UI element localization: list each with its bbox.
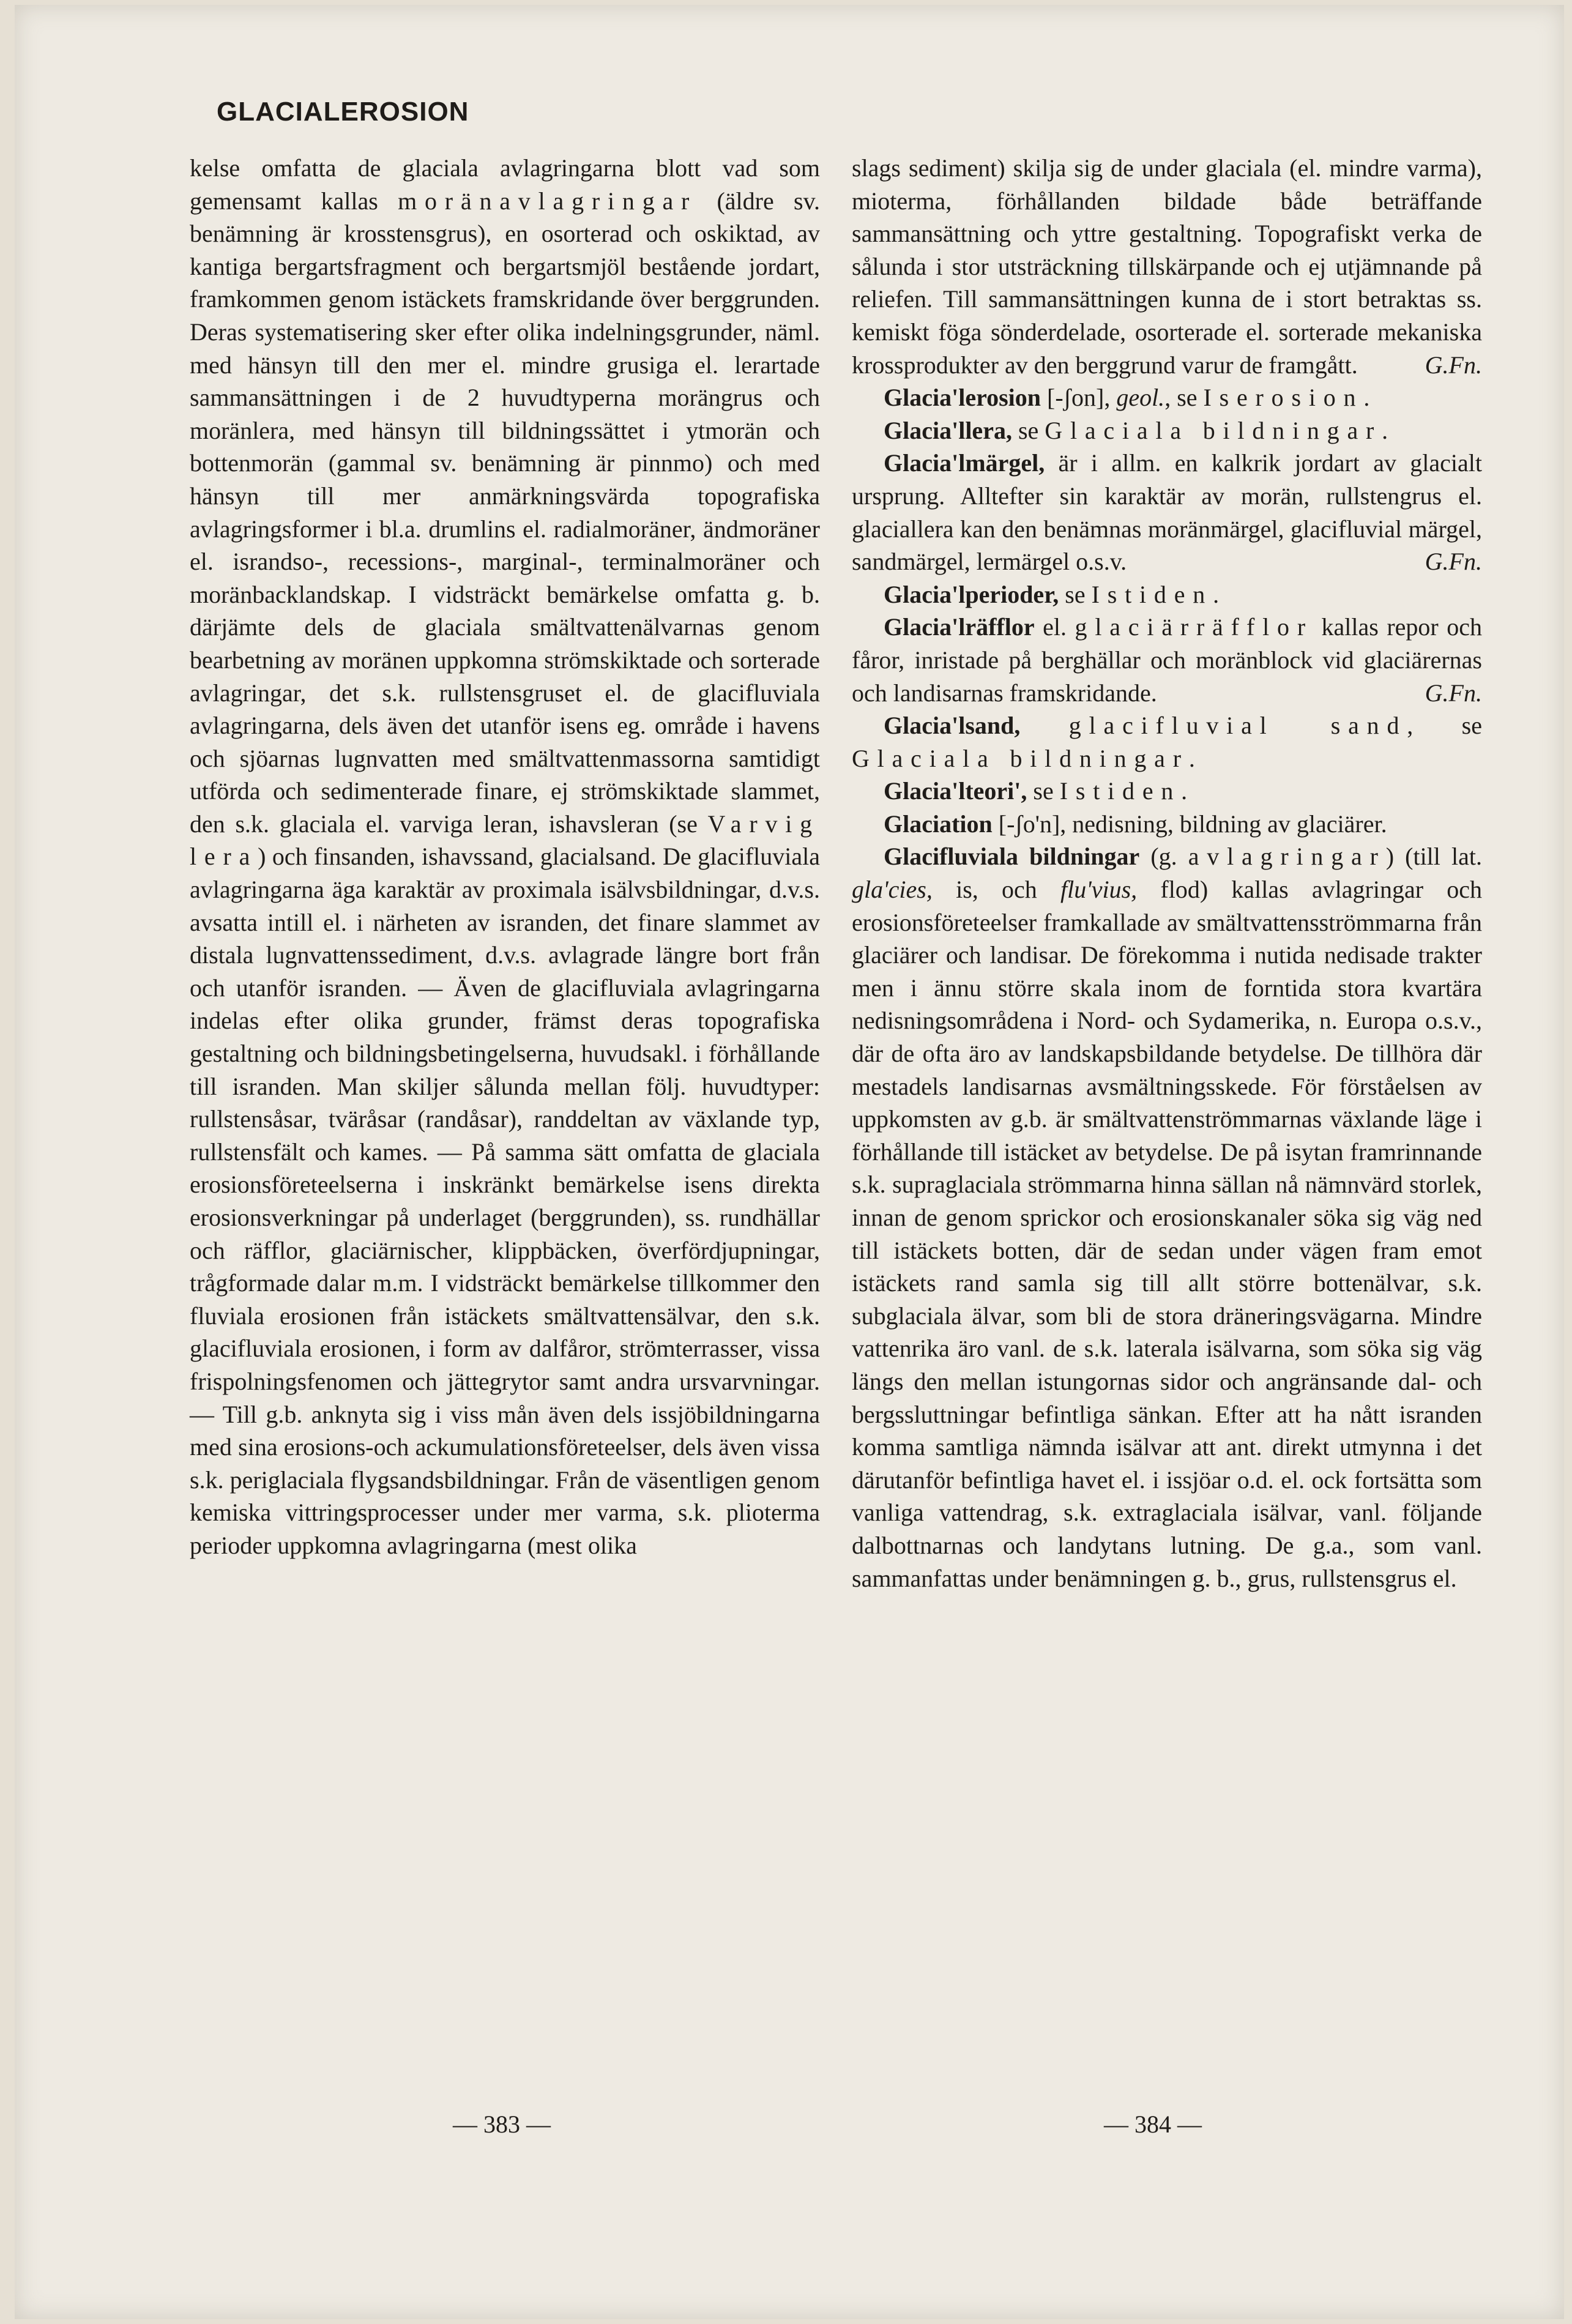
headword: Glacia'lsand, (884, 712, 1021, 740)
text-run (1020, 712, 1068, 739)
left-column-text (190, 152, 820, 1562)
text-run: flod) kallas avlagringar och erosionsföreteelser framkallade av smältvattensströmmarna från glaciärer och landisar. De förekomma i nutida nedisade trakter men i ännu större skala inom de forntida stora kvartära nedisningsområdena i Nord- och Sydamerika, n. Europa o.s.v., där de ofta äro av landskapsbildande betydelse. De tillhöra där mestadels landisarnas avsmältningsskede. För förståelsen av uppkomsten av g.b. är smältvattenströmmarnas växlande läge i förhållande till istäcket av betydelse. De på isytan framrinnande s.k. supraglaciala strömmarna hinna sällan nå nämnvärd storlek, innan de genom sprickor och erosionskanaler söka sig väg ned till istäckets botten, där de sedan under vägen fram emot istäckets rand samla sig till allt större bottenälvar, s.k. subglaciala älvar, som bli de stora dräneringsvägarna. Mindre vattenrika äro vanl. de s.k. laterala isälvarna, som söka sig väg längs den mellan istungornas sidor och angränsande dal- och bergssluttningar befintliga sänkan. Efter att ha nått isranden komma samtliga nämnda isälvar att ant. direkt utmynna i det därutanför befintliga havet el. i issjöar o.d. el. ock fortsätta som vanliga vattendrag, s.k. extraglaciala isälvar, vanl. följande dalbottnarnas och landytans lutning. De g.a., som vanl. sammanfattas under benämningen g. b., grus, rullstensgrus el. (852, 876, 1483, 1592)
headword: Glacia'lperioder, (884, 580, 1059, 608)
text-run: , se (1407, 712, 1483, 740)
text-run: se (1059, 580, 1092, 608)
entry-glacialperioder (852, 578, 1482, 611)
field-label: geol. (1116, 384, 1165, 412)
text-run: ) (till lat. (1385, 843, 1483, 871)
headword: Glacia'lerosion (884, 384, 1041, 412)
page-number-right: — 384 — (1104, 2110, 1202, 2138)
author-signature: G.Fn. (1425, 351, 1482, 379)
headword: Glacifluviala bildningar (884, 843, 1140, 871)
entry-glacialsand (852, 709, 1482, 775)
text-run: . (1382, 416, 1388, 444)
headword: Glacia'llera, (884, 416, 1012, 444)
text-run: [-ʃon], (1041, 384, 1117, 412)
cross-reference: Iserosion (1203, 384, 1364, 412)
cross-reference: Glaciala bildningar (1045, 416, 1382, 444)
text-run: . (1363, 384, 1370, 412)
entry-glacialerosion (852, 381, 1482, 414)
text-run: ) och finsanden, ishavssand, glacialsand. De glacifluviala avlagringarna äga karaktär av proximala isälvsbildningar, d.v.s. avsatta intill el. i närheten av isranden, det finare slammet av distala lugnvattenssediment, d.v.s. avlagrade längre bort från och utanför isranden. — Även de glacifluviala avlagringarna indelas efter olika grunder, främst deras topografiska gestaltning och bildningsbetingelserna, huvudsakl. i förhållande till isranden. Man skiljer sålunda mellan följ. huvudtyper: rullstensåsar, tväråsar (randåsar), randdeltan av växlande typ, rullstensfält och kames. — På samma sätt omfatta de glaciala erosionsföreteelserna i inskränkt bemärkelse isens direkta erosionsverkningar på underlaget (berggrunden), ss. rundhällar och räfflor, glaciärnischer, klippbäcken, överfördjupningar, trågformade dalar m.m. I vidsträckt bemärkelse tillkommer den fluviala erosionen från istäckets smältvattensälvar, den s.k. glacifluviala erosionen, i form av dalfåror, strömterrasser, vissa frispolningsfenomen och jättegrytor samt andra ursvarvningar. — Till g.b. anknyta sig i viss mån även dels issjöbildningarna med sina erosions-och ackumulationsföreteelser, dels även vissa s.k. periglaciala flygsandsbildningar. Från de väsentligen genom kemiska vittringsprocesser under mer varma, s.k. plioterma perioder uppkomna avlagringarna (mest olika (190, 843, 820, 1559)
text-run: (äldre sv. benämning är krosstensgrus), en osorterad och oskiktad, av kantiga bergartsfragment och bergartsmjöl bestående jordart, framkommen genom istäckets framskridande över berggrunden. Deras systematisering sker efter olika indelningsgrunder, näml. med hänsyn till den mer el. mindre grusiga el. lerartade sammansättningen i de 2 huvudtyperna morängrus och moränlera, med hänsyn till bildningssättet i ytmorän och bottenmorän (gammal sv. benämning är pinnmo) och med hänsyn till mer anmärkningsvärda topografiska avlagringsformer i bl.a. drumlins el. radialmoräner, ändmoräner el. israndsо-, recessions-, marginal-, terminalmoräner och moränbacklandskap. I vidsträckt bemärkelse omfatta g. b. därjämte dels de glaciala smältvattenälvarnas genom bearbetning av moränen uppkomna strömskiktade och sorterade avlagringar, det s.k. rullstensgruset el. de glacifluviala avlagringarna, dels även det utanför isens eg. område i havens och sjöarnas lugnvatten med smältvattenmassorna samtidigt utförda och sedimenterade finare, ej strömskiktade slammet, den s.k. glaciala el. varviga leran, ishavsleran (se (190, 187, 821, 838)
latin-term: flu'vius, (1060, 876, 1138, 904)
text-run: kallas repor och fåror, inristade på berghällar och moränblock vid glaciärernas och landisarnas framskridande. (852, 613, 1483, 707)
headword: Glacia'lräfflor (884, 613, 1035, 641)
cross-reference: Istiden (1059, 777, 1182, 805)
headword: Glaciation (884, 810, 993, 838)
text-run: is, och (932, 876, 1060, 904)
text-run: . (1181, 777, 1188, 805)
spaced-term: moränavlagringar (398, 187, 698, 215)
entry-glaciation (852, 808, 1482, 841)
spaced-term: avlagringar (1188, 843, 1386, 871)
latin-term: gla'cies, (852, 876, 933, 904)
text-run: slags sediment) skilja sig de under glaciala (el. mindre varma), mioterma, förhållanden bildade både beträffande sammansättning och yttre gestaltning. Topografiskt verka de sålunda i stor utsträckning tillskärpande och ej utjämnande på reliefen. Till sammansättningen kunna de i stort betraktas ss. kemiskt föga sönderdelade, osorterade el. sorterade mekaniska krossprodukter av den berggrund varur de framgått. (852, 154, 1482, 379)
text-run: är i allm. en kalkrik jordart av glacialt ursprung. Alltefter sin karaktär av morän, rullstengrus el. glaciallera kan den benämnas moränmärgel, glacifluvial märgel, sandmärgel, lermärgel o.s.v. (852, 449, 1482, 576)
entry-glacifluviala-bildningar (852, 840, 1482, 1595)
author-signature: G.Fn. (1425, 679, 1482, 707)
text-run: [-ʃo'n], nedisning, bildning av glaciärer. (992, 810, 1387, 838)
cross-reference: Istiden (1091, 580, 1213, 608)
cross-reference: Varvig lera (190, 810, 820, 871)
entry-glaciallera (852, 414, 1482, 447)
left-column (190, 152, 820, 1562)
text-run: se (1027, 777, 1060, 805)
running-header: GLACIALEROSION (217, 97, 469, 127)
text-run: kelse omfatta de glaciala avlagringarna blott vad som gemensamt kallas (190, 154, 820, 215)
spaced-term: glaciärräfflor (1075, 613, 1313, 641)
entry-glacialraefflor (852, 611, 1482, 709)
cross-reference: Glaciala bildningar (852, 744, 1189, 772)
headword: Glacia'lteori', (884, 777, 1027, 805)
text-run: (g. (1139, 843, 1188, 871)
entry-glacialteori (852, 775, 1482, 808)
text-run: se (1011, 416, 1045, 444)
headword: Glacia'lmärgel, (884, 449, 1045, 477)
text-run: , se (1164, 384, 1204, 412)
text-run: . (1188, 744, 1195, 772)
right-column (852, 152, 1482, 1595)
entry-glacialmargel (852, 447, 1482, 578)
author-signature: G.Fn. (1425, 548, 1482, 576)
text-run: . (1213, 580, 1220, 608)
book-page (15, 5, 1564, 2319)
spaced-term: glacifluvial sand (1068, 712, 1407, 740)
page-number-left: — 383 — (453, 2110, 551, 2138)
continued-text (852, 152, 1482, 381)
text-run: el. (1034, 613, 1075, 641)
